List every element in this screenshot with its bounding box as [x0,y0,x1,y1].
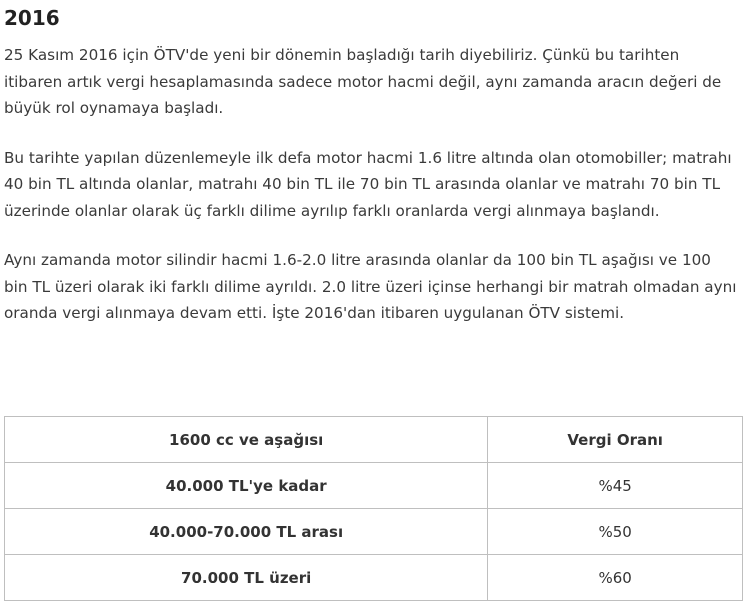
bracket-cell: 40.000-70.000 TL arası [5,509,488,555]
bracket-cell: 40.000 TL'ye kadar [5,463,488,509]
bracket-cell: 70.000 TL üzeri [5,555,488,601]
section-heading: 2016 [4,6,60,30]
rate-cell: %60 [488,555,743,601]
table-row [5,555,743,601]
paragraph-brackets: Bu tarihte yapılan düzenlemeyle ilk defa motor hacmi 1.6 litre altında olan otomobiller; matrahı 40 bin TL altında olanlar, matrahı 40 bin TL ile 70 bin TL arasında olanlar ve matrahı 70 bin TL üzerinde olanlar olarak üç farklı dilime ayrılıp farklı oranlarda vergi alınmaya başlandı. [4,148,732,220]
table-row [5,509,743,555]
tax-rate-table [4,416,743,601]
rate-cell: %50 [488,509,743,555]
table-header-row [5,417,743,463]
paragraph-engine-volume: Aynı zamanda motor silindir hacmi 1.6-2.0 litre arasında olanlar da 100 bin TL aşağısı ve 100 bin TL üzeri olarak iki farklı dilime ayrıldı. 2.0 litre üzeri içinse herhangi bir matrah olmadan aynı oranda vergi alınmaya devam etti. İşte 2016'dan itibaren uygulanan ÖTV sistemi. [4,251,737,322]
table-row [5,463,743,509]
header-engine-volume: 1600 cc ve aşağısı [5,417,488,463]
rate-cell: %45 [488,463,743,509]
header-tax-rate: Vergi Oranı [488,417,743,463]
paragraph-intro: 25 Kasım 2016 için ÖTV'de yeni bir dönemin başladığı tarih diyebiliriz. Çünkü bu tarihten itibaren artık vergi hesaplamasında sadece motor hacmi değil, aynı zamanda aracın değeri de büyük rol oynamaya başladı. [4,46,722,117]
